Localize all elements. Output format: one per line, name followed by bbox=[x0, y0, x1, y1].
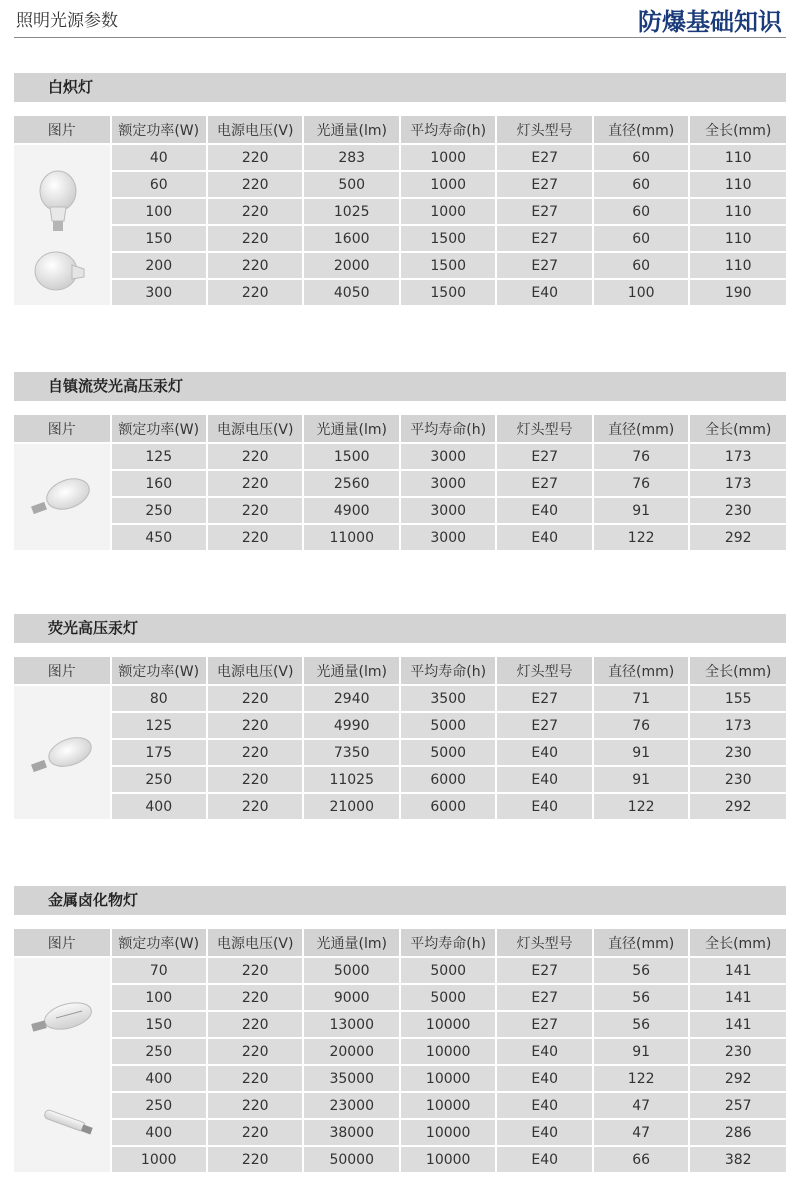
table-cell: 220 bbox=[208, 498, 302, 523]
lamp-image-cell bbox=[14, 444, 110, 550]
table-cell: 91 bbox=[594, 740, 688, 765]
table-cell: 2000 bbox=[304, 253, 398, 278]
table-row bbox=[14, 444, 786, 469]
table-cell: 250 bbox=[112, 1093, 206, 1118]
column-header: 电源电压(V) bbox=[208, 415, 302, 442]
table-cell: 80 bbox=[112, 686, 206, 711]
column-header: 图片 bbox=[14, 415, 110, 442]
table-cell: 220 bbox=[208, 253, 302, 278]
table-cell: 100 bbox=[112, 199, 206, 224]
incandescent-bulb-icon bbox=[34, 169, 86, 299]
table-cell: 2560 bbox=[304, 471, 398, 496]
table-cell: 220 bbox=[208, 1012, 302, 1037]
table-cell: 292 bbox=[690, 525, 786, 550]
table-cell: 141 bbox=[690, 958, 786, 983]
table-cell: 1500 bbox=[401, 253, 495, 278]
table-cell: 220 bbox=[208, 525, 302, 550]
column-header: 电源电压(V) bbox=[208, 657, 302, 684]
table-cell: 11025 bbox=[304, 767, 398, 792]
table-cell: 47 bbox=[594, 1093, 688, 1118]
table-cell: 122 bbox=[594, 1066, 688, 1091]
table-row bbox=[14, 226, 786, 251]
table-row bbox=[14, 713, 786, 738]
table-cell: 60 bbox=[594, 226, 688, 251]
table-cell: 220 bbox=[208, 767, 302, 792]
table-row bbox=[14, 794, 786, 819]
table-cell: 60 bbox=[594, 145, 688, 170]
table-cell: 56 bbox=[594, 1012, 688, 1037]
table-cell: 220 bbox=[208, 444, 302, 469]
table-row bbox=[14, 686, 786, 711]
table-cell: 4900 bbox=[304, 498, 398, 523]
table-cell: 220 bbox=[208, 471, 302, 496]
table-cell: 3000 bbox=[401, 471, 495, 496]
column-header: 直径(mm) bbox=[594, 657, 688, 684]
column-header: 灯头型号 bbox=[497, 116, 591, 143]
table-cell: 283 bbox=[304, 145, 398, 170]
table-cell: 5000 bbox=[401, 985, 495, 1010]
section-title: 金属卤化物灯 bbox=[14, 886, 786, 915]
table-cell: E40 bbox=[497, 1093, 591, 1118]
table-cell: 220 bbox=[208, 1066, 302, 1091]
column-header: 额定功率(W) bbox=[112, 415, 206, 442]
mercury-lamp-icon bbox=[28, 472, 92, 522]
table-cell: 450 bbox=[112, 525, 206, 550]
table-cell: E27 bbox=[497, 958, 591, 983]
table-cell: 160 bbox=[112, 471, 206, 496]
table-cell: E27 bbox=[497, 1012, 591, 1037]
table-cell: 1600 bbox=[304, 226, 398, 251]
table-cell: 220 bbox=[208, 794, 302, 819]
table-cell: 1000 bbox=[401, 145, 495, 170]
table-cell: 23000 bbox=[304, 1093, 398, 1118]
table-cell: 125 bbox=[112, 713, 206, 738]
column-header: 平均寿命(h) bbox=[401, 929, 495, 956]
table-cell: 150 bbox=[112, 1012, 206, 1037]
table-row bbox=[14, 498, 786, 523]
table-cell: E27 bbox=[497, 172, 591, 197]
table-cell: 110 bbox=[690, 199, 786, 224]
table-header-row bbox=[14, 929, 786, 956]
column-header: 平均寿命(h) bbox=[401, 116, 495, 143]
table-header-row bbox=[14, 116, 786, 143]
table-cell: 125 bbox=[112, 444, 206, 469]
table-cell: 175 bbox=[112, 740, 206, 765]
table-cell: 500 bbox=[304, 172, 398, 197]
mercury-lamp-icon bbox=[28, 732, 94, 780]
table-cell: 292 bbox=[690, 1066, 786, 1091]
table-cell: 4050 bbox=[304, 280, 398, 305]
table-cell: 1500 bbox=[304, 444, 398, 469]
table-cell: 200 bbox=[112, 253, 206, 278]
table-cell: E40 bbox=[497, 498, 591, 523]
table-row bbox=[14, 985, 786, 1010]
table-cell: 400 bbox=[112, 794, 206, 819]
table-cell: 1000 bbox=[401, 172, 495, 197]
table-row bbox=[14, 471, 786, 496]
table-cell: 10000 bbox=[401, 1147, 495, 1172]
table-cell: 60 bbox=[594, 199, 688, 224]
table-cell: 257 bbox=[690, 1093, 786, 1118]
table-cell: E27 bbox=[497, 985, 591, 1010]
section-metal-halide bbox=[14, 886, 786, 1174]
column-header: 直径(mm) bbox=[594, 116, 688, 143]
table-row bbox=[14, 1066, 786, 1091]
lamp-image-cell bbox=[14, 686, 110, 819]
table-cell: E27 bbox=[497, 686, 591, 711]
table-cell: 220 bbox=[208, 1120, 302, 1145]
section-fluorescent-mercury bbox=[14, 614, 786, 821]
table-cell: 110 bbox=[690, 172, 786, 197]
page-header bbox=[0, 0, 800, 40]
spec-table bbox=[12, 655, 788, 821]
table-cell: 76 bbox=[594, 471, 688, 496]
table-row bbox=[14, 525, 786, 550]
table-header-row bbox=[14, 657, 786, 684]
table-cell: 1000 bbox=[112, 1147, 206, 1172]
table-cell: 220 bbox=[208, 172, 302, 197]
table-cell: 1000 bbox=[401, 199, 495, 224]
table-cell: E40 bbox=[497, 1147, 591, 1172]
table-row bbox=[14, 199, 786, 224]
table-cell: 141 bbox=[690, 985, 786, 1010]
table-cell: 2940 bbox=[304, 686, 398, 711]
table-cell: 10000 bbox=[401, 1093, 495, 1118]
table-cell: 150 bbox=[112, 226, 206, 251]
table-row bbox=[14, 767, 786, 792]
table-cell: 220 bbox=[208, 985, 302, 1010]
table-cell: 250 bbox=[112, 498, 206, 523]
table-cell: 122 bbox=[594, 794, 688, 819]
column-header: 光通量(lm) bbox=[304, 415, 398, 442]
table-cell: 10000 bbox=[401, 1039, 495, 1064]
table-cell: 141 bbox=[690, 1012, 786, 1037]
table-cell: 220 bbox=[208, 1093, 302, 1118]
table-cell: 21000 bbox=[304, 794, 398, 819]
table-cell: 220 bbox=[208, 199, 302, 224]
column-header: 直径(mm) bbox=[594, 929, 688, 956]
table-row bbox=[14, 1093, 786, 1118]
column-header: 额定功率(W) bbox=[112, 929, 206, 956]
table-cell: 5000 bbox=[401, 958, 495, 983]
table-cell: 100 bbox=[112, 985, 206, 1010]
table-cell: 4990 bbox=[304, 713, 398, 738]
section-self-ballasted-mercury bbox=[14, 372, 786, 552]
table-cell: 230 bbox=[690, 767, 786, 792]
table-cell: 91 bbox=[594, 1039, 688, 1064]
table-cell: 10000 bbox=[401, 1012, 495, 1037]
table-cell: 5000 bbox=[401, 740, 495, 765]
page-title: 照明光源参数 bbox=[16, 11, 118, 31]
table-cell: 9000 bbox=[304, 985, 398, 1010]
column-header: 灯头型号 bbox=[497, 657, 591, 684]
table-row bbox=[14, 740, 786, 765]
metal-halide-lamp-icon bbox=[26, 988, 96, 1148]
table-cell: 220 bbox=[208, 958, 302, 983]
table-cell: 6000 bbox=[401, 794, 495, 819]
table-cell: 250 bbox=[112, 1039, 206, 1064]
table-cell: 1500 bbox=[401, 226, 495, 251]
column-header: 电源电压(V) bbox=[208, 116, 302, 143]
table-cell: 40 bbox=[112, 145, 206, 170]
header-divider bbox=[14, 37, 786, 38]
column-header: 全长(mm) bbox=[690, 657, 786, 684]
column-header: 直径(mm) bbox=[594, 415, 688, 442]
table-cell: 60 bbox=[594, 172, 688, 197]
table-cell: 100 bbox=[594, 280, 688, 305]
table-cell: 76 bbox=[594, 444, 688, 469]
table-cell: 91 bbox=[594, 767, 688, 792]
table-cell: 110 bbox=[690, 226, 786, 251]
table-cell: E40 bbox=[497, 794, 591, 819]
table-cell: 5000 bbox=[304, 958, 398, 983]
table-cell: 50000 bbox=[304, 1147, 398, 1172]
table-cell: 382 bbox=[690, 1147, 786, 1172]
table-cell: E27 bbox=[497, 713, 591, 738]
table-cell: 230 bbox=[690, 1039, 786, 1064]
table-cell: 230 bbox=[690, 740, 786, 765]
column-header: 光通量(lm) bbox=[304, 929, 398, 956]
table-cell: E27 bbox=[497, 253, 591, 278]
table-cell: 11000 bbox=[304, 525, 398, 550]
table-cell: 220 bbox=[208, 1039, 302, 1064]
table-cell: 300 bbox=[112, 280, 206, 305]
column-header: 全长(mm) bbox=[690, 415, 786, 442]
table-row bbox=[14, 1147, 786, 1172]
column-header: 电源电压(V) bbox=[208, 929, 302, 956]
table-cell: 220 bbox=[208, 226, 302, 251]
column-header: 额定功率(W) bbox=[112, 657, 206, 684]
table-cell: 220 bbox=[208, 280, 302, 305]
table-cell: 122 bbox=[594, 525, 688, 550]
table-cell: 91 bbox=[594, 498, 688, 523]
table-cell: 13000 bbox=[304, 1012, 398, 1037]
table-cell: E27 bbox=[497, 145, 591, 170]
table-cell: 173 bbox=[690, 471, 786, 496]
table-cell: E27 bbox=[497, 444, 591, 469]
spec-table bbox=[12, 114, 788, 307]
table-cell: 292 bbox=[690, 794, 786, 819]
table-cell: 20000 bbox=[304, 1039, 398, 1064]
table-cell: 155 bbox=[690, 686, 786, 711]
column-header: 灯头型号 bbox=[497, 929, 591, 956]
table-cell: 1500 bbox=[401, 280, 495, 305]
table-cell: 110 bbox=[690, 145, 786, 170]
document-series-title: 防爆基础知识 bbox=[638, 8, 782, 36]
table-cell: 3000 bbox=[401, 498, 495, 523]
table-cell: 47 bbox=[594, 1120, 688, 1145]
table-cell: 76 bbox=[594, 713, 688, 738]
column-header: 图片 bbox=[14, 929, 110, 956]
table-cell: 400 bbox=[112, 1120, 206, 1145]
table-cell: 66 bbox=[594, 1147, 688, 1172]
table-cell: E40 bbox=[497, 767, 591, 792]
section-title: 自镇流荧光高压汞灯 bbox=[14, 372, 786, 401]
table-cell: 56 bbox=[594, 985, 688, 1010]
column-header: 额定功率(W) bbox=[112, 116, 206, 143]
table-cell: 173 bbox=[690, 444, 786, 469]
table-row bbox=[14, 958, 786, 983]
table-row bbox=[14, 1039, 786, 1064]
table-cell: E27 bbox=[497, 471, 591, 496]
table-cell: 71 bbox=[594, 686, 688, 711]
table-row bbox=[14, 253, 786, 278]
table-cell: 190 bbox=[690, 280, 786, 305]
table-cell: 220 bbox=[208, 145, 302, 170]
spec-table bbox=[12, 927, 788, 1174]
table-cell: 173 bbox=[690, 713, 786, 738]
section-incandescent bbox=[14, 73, 786, 307]
column-header: 平均寿命(h) bbox=[401, 415, 495, 442]
table-cell: 3500 bbox=[401, 686, 495, 711]
table-cell: 3000 bbox=[401, 525, 495, 550]
lamp-image-cell bbox=[14, 958, 110, 1172]
table-cell: 250 bbox=[112, 767, 206, 792]
table-cell: 38000 bbox=[304, 1120, 398, 1145]
table-cell: 60 bbox=[112, 172, 206, 197]
table-row bbox=[14, 145, 786, 170]
table-row bbox=[14, 280, 786, 305]
table-cell: 220 bbox=[208, 1147, 302, 1172]
column-header: 平均寿命(h) bbox=[401, 657, 495, 684]
column-header: 图片 bbox=[14, 657, 110, 684]
table-cell: E40 bbox=[497, 1039, 591, 1064]
column-header: 全长(mm) bbox=[690, 116, 786, 143]
table-cell: 220 bbox=[208, 740, 302, 765]
column-header: 光通量(lm) bbox=[304, 116, 398, 143]
section-title: 荧光高压汞灯 bbox=[14, 614, 786, 643]
table-cell: 10000 bbox=[401, 1066, 495, 1091]
table-cell: 7350 bbox=[304, 740, 398, 765]
table-cell: 60 bbox=[594, 253, 688, 278]
table-cell: E40 bbox=[497, 280, 591, 305]
section-title: 白炽灯 bbox=[14, 73, 786, 102]
table-cell: 220 bbox=[208, 713, 302, 738]
table-cell: E40 bbox=[497, 740, 591, 765]
table-cell: E40 bbox=[497, 1120, 591, 1145]
table-row bbox=[14, 1120, 786, 1145]
table-row bbox=[14, 1012, 786, 1037]
column-header: 灯头型号 bbox=[497, 415, 591, 442]
table-cell: 230 bbox=[690, 498, 786, 523]
table-cell: 110 bbox=[690, 253, 786, 278]
table-cell: 3000 bbox=[401, 444, 495, 469]
table-header-row bbox=[14, 415, 786, 442]
table-cell: 10000 bbox=[401, 1120, 495, 1145]
table-row bbox=[14, 172, 786, 197]
column-header: 光通量(lm) bbox=[304, 657, 398, 684]
table-cell: 5000 bbox=[401, 713, 495, 738]
table-cell: E27 bbox=[497, 199, 591, 224]
table-cell: 70 bbox=[112, 958, 206, 983]
table-cell: 400 bbox=[112, 1066, 206, 1091]
table-cell: 220 bbox=[208, 686, 302, 711]
table-cell: 56 bbox=[594, 958, 688, 983]
column-header: 图片 bbox=[14, 116, 110, 143]
table-cell: E27 bbox=[497, 226, 591, 251]
spec-table bbox=[12, 413, 788, 552]
lamp-image-cell bbox=[14, 145, 110, 305]
table-cell: 286 bbox=[690, 1120, 786, 1145]
table-cell: 35000 bbox=[304, 1066, 398, 1091]
table-cell: E40 bbox=[497, 525, 591, 550]
table-cell: 1025 bbox=[304, 199, 398, 224]
table-cell: E40 bbox=[497, 1066, 591, 1091]
column-header: 全长(mm) bbox=[690, 929, 786, 956]
table-cell: 6000 bbox=[401, 767, 495, 792]
